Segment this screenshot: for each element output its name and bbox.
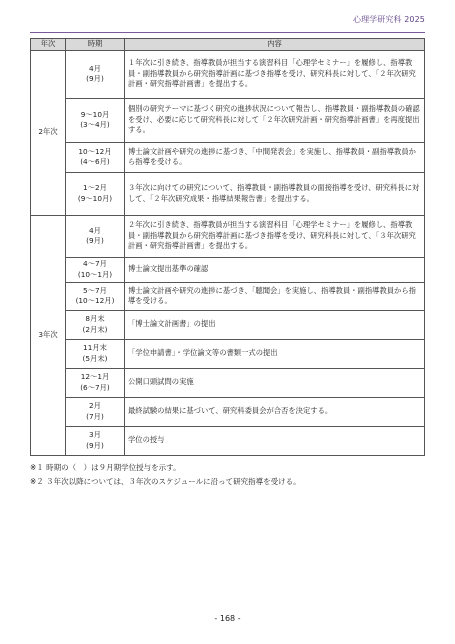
page-header xyxy=(30,14,425,33)
header-title: 心理学研究科 2025 xyxy=(352,15,425,24)
table-row xyxy=(31,98,425,142)
period-cell: 11月末 (5月末) xyxy=(66,339,125,368)
content-cell: 個別の研究テーマに基づく研究の進捗状況について報告し、指導教員・副指導教員の確認を受け、必要に応じて研究科長に対して「２年次研究計画・研究指導計画書」を再度提出する。 xyxy=(125,98,425,142)
year-cell: 3年次 xyxy=(31,215,66,455)
content-cell: 博士論文提出基準の確認 xyxy=(125,257,425,282)
content-cell: ３年次に向けての研究について、指導教員・副指導教員の面接指導を受け、研究科長に対して、「２年次研究成果・指導結果報告書」を提出する。 xyxy=(125,172,425,215)
footnote: ※２ ３年次以降については、３年次のスケジュールに沿って研究指導を受ける。 xyxy=(30,476,301,486)
table-row xyxy=(31,368,425,397)
header-content: 内容 xyxy=(125,39,425,51)
table-row xyxy=(31,426,425,455)
content-cell: 博士論文計画や研究の進捗に基づき、「中間発表会」を実施し、指導教員・副指導教員から指導を受ける。 xyxy=(125,142,425,172)
table-row xyxy=(31,215,425,257)
schedule-table xyxy=(30,38,425,456)
content-cell: 「博士論文計画書」の提出 xyxy=(125,310,425,339)
period-cell: 4～7月 (10～1月) xyxy=(66,257,125,282)
period-cell: 10～12月 (4～6月) xyxy=(66,142,125,172)
header-year: 年次 xyxy=(31,39,66,51)
content-cell: 最終試験の結果に基づいて、研究科委員会が合否を決定する。 xyxy=(125,397,425,426)
content-cell: 「学位申請書」・学位論文等の書類一式の提出 xyxy=(125,339,425,368)
table-row xyxy=(31,142,425,172)
period-cell: 12～1月 (6～7月) xyxy=(66,368,125,397)
table-row xyxy=(31,257,425,282)
period-cell: 8月末 (2月末) xyxy=(66,310,125,339)
table-row xyxy=(31,397,425,426)
period-cell: 4月 (9月) xyxy=(66,215,125,257)
header-period: 時期 xyxy=(66,39,125,51)
footnotes xyxy=(30,461,430,488)
page-number: - 168 - xyxy=(214,614,241,623)
period-cell: 1～2月 (9～10月) xyxy=(66,172,125,215)
content-cell: 学位の授与 xyxy=(125,426,425,455)
period-cell: 2月 (7月) xyxy=(66,397,125,426)
period-cell: 9～10月 (3～4月) xyxy=(66,98,125,142)
period-cell: 5～7月 (10～12月) xyxy=(66,282,125,310)
period-cell: 4月 (9月) xyxy=(66,50,125,98)
table-row xyxy=(31,172,425,215)
content-cell: １年次に引き続き、指導教員が担当する演習科目「心理学セミナー」を履修し、指導教員・副指導教員から研究指導計画に基づき指導を受け、研究科長に対して、「２年次研究計画・研究指導計画書」を提出する。 xyxy=(125,50,425,98)
content-cell: 公開口頭試問の実施 xyxy=(125,368,425,397)
content-cell: 博士論文計画や研究の進捗に基づき、「聴聞会」を実施し、指導教員・副指導教員から指導を受ける。 xyxy=(125,282,425,310)
content-cell: ２年次に引き続き、指導教員が担当する演習科目「心理学セミナー」を履修し、指導教員・副指導教員から研究指導計画に基づき指導を受け、研究科長に対して、「３年次研究計画・研究指導計画書」を提出する。 xyxy=(125,215,425,257)
table-row xyxy=(31,310,425,339)
year-cell: 2年次 xyxy=(31,50,66,215)
table-header-row xyxy=(31,39,425,51)
footnote: ※１ 時期の（ ）は９月期学位授与を示す。 xyxy=(30,463,181,472)
table-row xyxy=(31,339,425,368)
table-row xyxy=(31,282,425,310)
period-cell: 3月 (9月) xyxy=(66,426,125,455)
table-row xyxy=(31,50,425,98)
